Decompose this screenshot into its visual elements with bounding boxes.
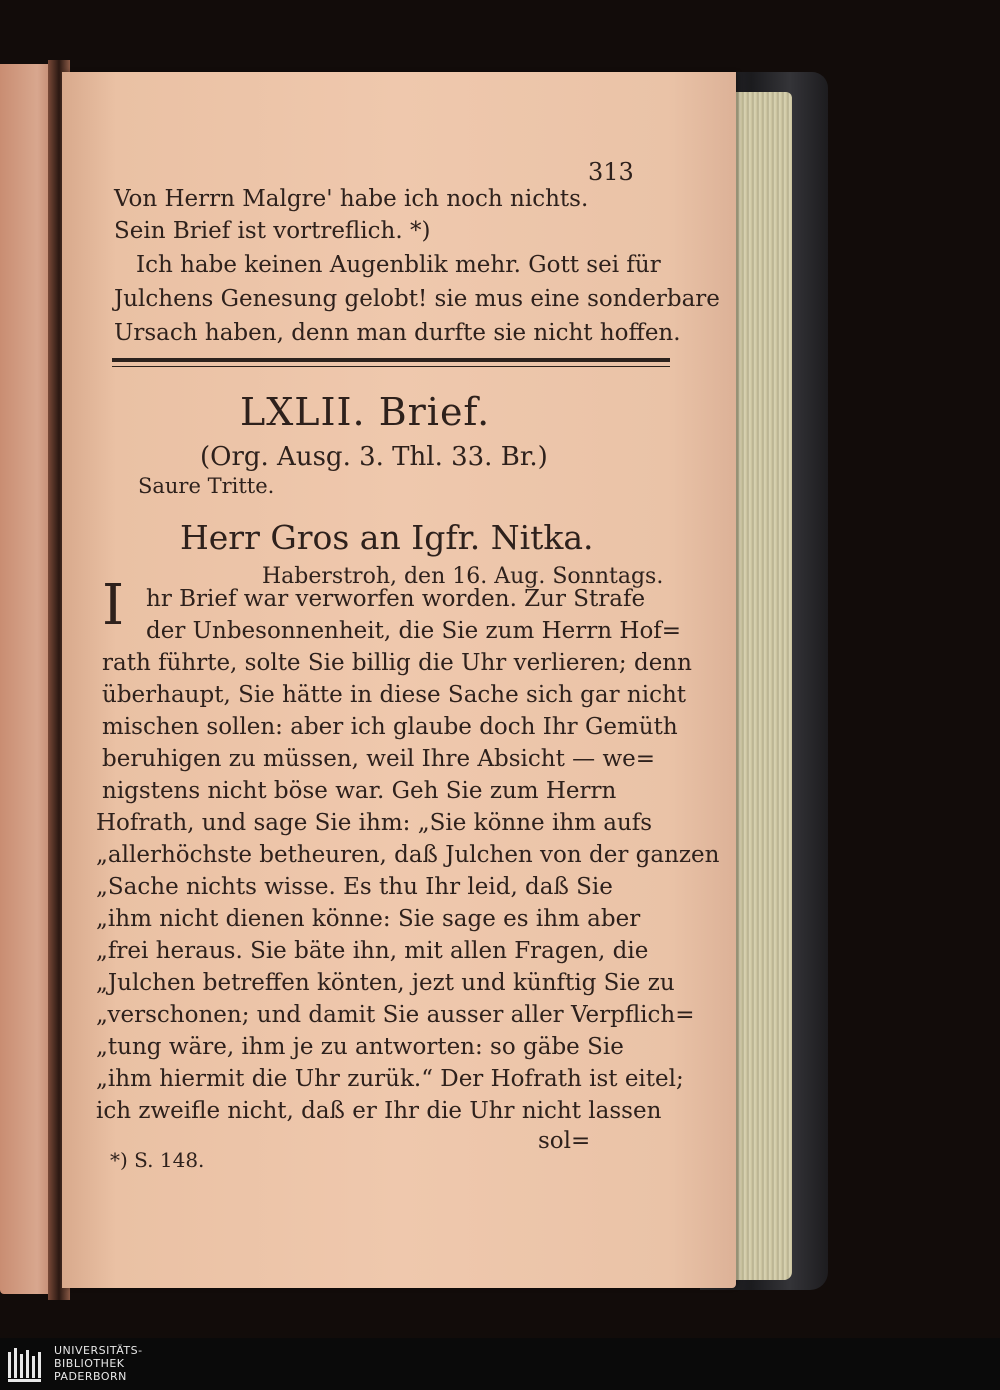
text-line: hr Brief war verworfen worden. Zur Strafe xyxy=(146,586,646,612)
logo-line: PADERBORN xyxy=(54,1370,127,1383)
logo-line: BIBLIOTHEK xyxy=(54,1357,125,1370)
text-line: Ursach haben, denn man durfte sie nicht hoffen. xyxy=(114,320,681,346)
text-line: der Unbesonnenheit, die Sie zum Herrn Hof= xyxy=(146,618,682,644)
page-number: 313 xyxy=(588,158,634,186)
library-logo-icon xyxy=(6,1346,46,1384)
letter-addressee: Herr Gros an Igfr. Nitka. xyxy=(180,518,594,557)
text-line: Ich habe keinen Augenblik mehr. Gott sei für xyxy=(136,252,661,278)
text-line: Julchens Genesung gelobt! sie mus eine sonderbare xyxy=(114,286,720,312)
letter-subtitle: Saure Tritte. xyxy=(138,474,275,498)
footnote: *) S. 148. xyxy=(110,1148,205,1172)
text-line: Hofrath, und sage Sie ihm: „Sie könne ihm aufs xyxy=(96,810,653,836)
text-line: „ihm hiermit die Uhr zurük.“ Der Hofrath ist eitel; xyxy=(96,1066,684,1092)
text-line: „Julchen betreffen könten, jezt und künftig Sie zu xyxy=(96,970,675,996)
section-rule-thin xyxy=(112,366,670,367)
text-line: mischen sollen: aber ich glaube doch Ihr Gemüth xyxy=(102,714,678,740)
library-logo-text xyxy=(54,1344,143,1383)
book-page xyxy=(62,72,736,1288)
drop-cap: I xyxy=(102,573,125,638)
text-line: nigstens nicht böse war. Geh Sie zum Herrn xyxy=(102,778,617,804)
text-line: Von Herrn Malgre' habe ich noch nichts. xyxy=(114,186,589,212)
text-line: Sein Brief ist vortreflich. *) xyxy=(114,218,431,244)
section-rule-thick xyxy=(112,358,670,362)
text-line: „tung wäre, ihm je zu antworten: so gäbe Sie xyxy=(96,1034,624,1060)
library-footer xyxy=(0,1338,1000,1390)
source-reference: (Org. Ausg. 3. Thl. 33. Br.) xyxy=(200,442,548,472)
text-line: „Sache nichts wisse. Es thu Ihr leid, daß Sie xyxy=(96,874,613,900)
text-line: „allerhöchste betheuren, daß Julchen von der ganzen xyxy=(96,842,720,868)
place-date: Haberstroh, den 16. Aug. Sonntags. xyxy=(262,564,664,589)
text-line: „ihm nicht dienen könne: Sie sage es ihm aber xyxy=(96,906,641,932)
catchword: sol= xyxy=(538,1128,591,1154)
logo-line: UNIVERSITÄTS- xyxy=(54,1344,143,1357)
text-line: „frei heraus. Sie bäte ihn, mit allen Fragen, die xyxy=(96,938,649,964)
text-line: rath führte, solte Sie billig die Uhr verlieren; denn xyxy=(102,650,692,676)
text-line: ich zweifle nicht, daß er Ihr die Uhr nicht lassen xyxy=(96,1098,662,1124)
text-line: beruhigen zu müssen, weil Ihre Absicht — we= xyxy=(102,746,656,772)
letter-title: LXLII. Brief. xyxy=(240,390,491,434)
text-line: überhaupt, Sie hätte in diese Sache sich gar nicht xyxy=(102,682,687,708)
text-line: „verschonen; und damit Sie ausser aller Verpflich= xyxy=(96,1002,695,1028)
